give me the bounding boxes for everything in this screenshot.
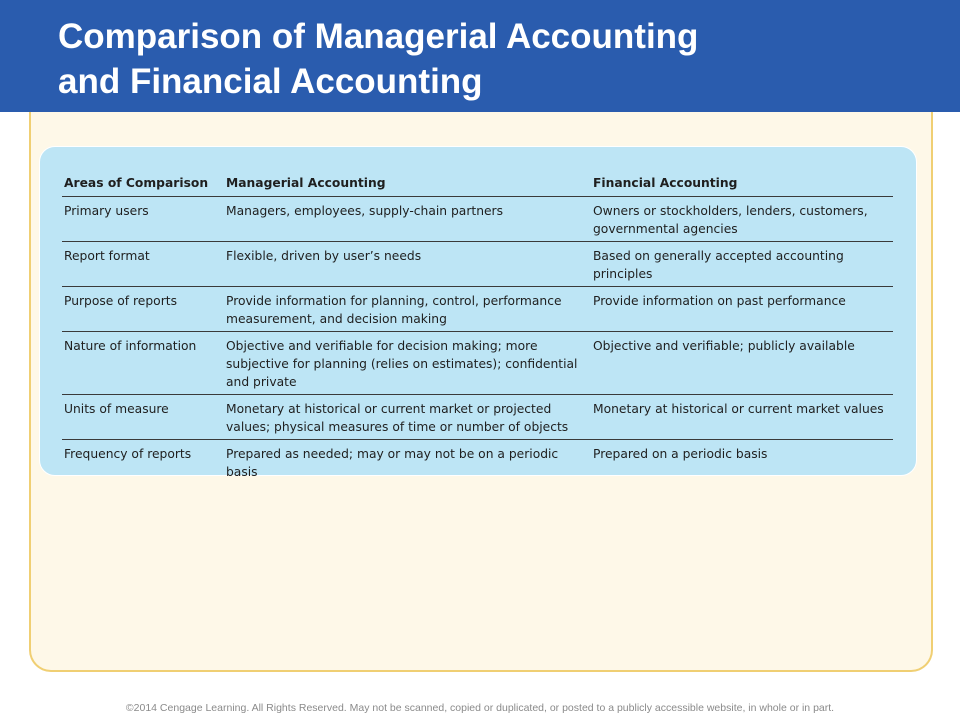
row-managerial: Flexible, driven by user’s needs: [224, 242, 591, 287]
comparison-table: [62, 171, 893, 484]
row-managerial: Managers, employees, supply-chain partners: [224, 197, 591, 242]
row-managerial: Objective and verifiable for decision making; more subjective for planning (relies on estimates); confidential and private: [224, 332, 591, 395]
row-financial: Objective and verifiable; publicly available: [591, 332, 893, 395]
copyright-footer: ©2014 Cengage Learning. All Rights Reserved. May not be scanned, copied or duplicated, or posted to a publicly accessible website, in whole or in part.: [125, 702, 835, 714]
table-row: [62, 287, 893, 332]
table-row: [62, 440, 893, 485]
table-header-row: [62, 171, 893, 197]
title-bar: [0, 0, 960, 112]
table-row: [62, 197, 893, 242]
slide-title-line-2: and Financial Accounting: [58, 62, 483, 101]
row-managerial: Prepared as needed; may or may not be on a periodic basis: [226, 447, 559, 479]
table-row: [62, 242, 893, 287]
table-row: [62, 332, 893, 395]
slide-title: [58, 14, 918, 104]
table-row: [62, 395, 893, 440]
row-area: Purpose of reports: [62, 287, 224, 332]
row-financial: Owners or stockholders, lenders, customers, governmental agencies: [591, 197, 893, 242]
comparison-table-card: [39, 146, 917, 479]
header-financial-accounting: Financial Accounting: [591, 171, 893, 197]
row-financial: Based on generally accepted accounting principles: [591, 242, 893, 287]
row-area: Frequency of reports: [64, 447, 192, 461]
row-area: Units of measure: [62, 395, 224, 440]
row-area: Report format: [62, 242, 224, 287]
row-financial: Prepared on a periodic basis: [593, 447, 768, 461]
row-financial: Monetary at historical or current market values: [591, 395, 893, 440]
header-areas-of-comparison: Areas of Comparison: [62, 171, 224, 197]
row-financial: Provide information on past performance: [591, 287, 893, 332]
row-area: Nature of information: [62, 332, 224, 395]
row-area: Primary users: [62, 197, 224, 242]
row-managerial: Monetary at historical or current market or projected values; physical measures of time or number of objects: [224, 395, 591, 440]
header-managerial-accounting: Managerial Accounting: [224, 171, 591, 197]
row-managerial: Provide information for planning, control, performance measurement, and decision making: [224, 287, 591, 332]
slide-title-line-1: Comparison of Managerial Accounting: [58, 17, 699, 56]
